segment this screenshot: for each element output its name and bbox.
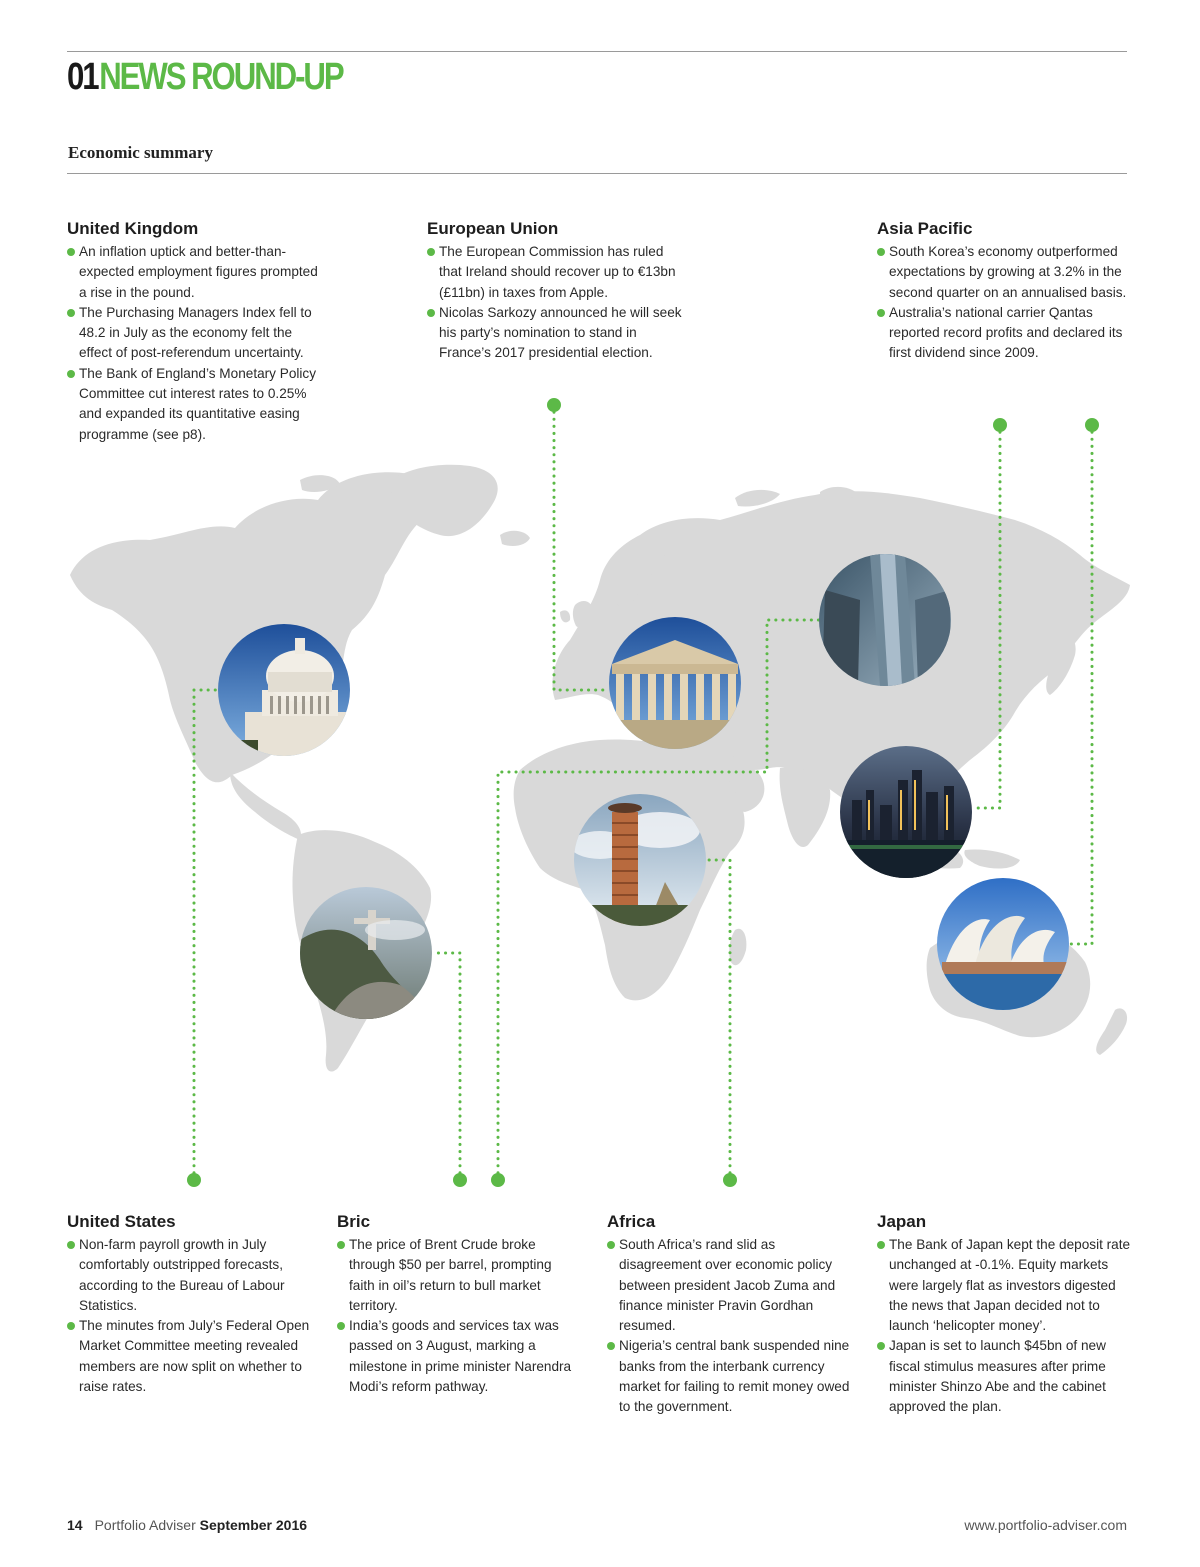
world-map-illustration: [0, 380, 1200, 1200]
bullet-item: Non-farm payroll growth in July comfortably outstripped forecasts, according to the Bureau of Labour Statistics.: [67, 1235, 312, 1316]
bullet-item: The Bank of England’s Monetary Policy Committee cut interest rates to 0.25% and expanded its quantitative easing programme (see p8).: [67, 364, 327, 445]
bullet-item: South Africa’s rand slid as disagreement over economic policy between president Jacob Zuma and finance minister Pravin Gordhan resumed.: [607, 1235, 852, 1336]
bullet-item: The Bank of Japan kept the deposit rate unchanged at -0.1%. Equity markets were largely flat as investors digested the news that Japan decided not to launch ‘helicopter money’.: [877, 1235, 1135, 1336]
region-asia-pacific: [877, 218, 1135, 364]
region-united-states: [67, 1211, 312, 1397]
footer-left: [67, 1517, 307, 1533]
bullet-item: South Korea’s economy outperformed expectations by growing at 3.2% in the second quarter on an annualised basis.: [877, 242, 1135, 303]
region-title: Asia Pacific: [877, 219, 973, 238]
sydney-opera-house-photo: [937, 878, 1069, 1010]
region-european-union: [427, 218, 689, 364]
region-title: United Kingdom: [67, 219, 199, 238]
page-number: 14: [67, 1517, 83, 1533]
bullet-list: [337, 1235, 572, 1397]
section-name: NEWS ROUND-UP: [99, 56, 343, 98]
bullet-list: [607, 1235, 852, 1418]
footer-website[interactable]: www.portfolio-adviser.com: [964, 1517, 1127, 1533]
section-number: 01: [67, 56, 98, 98]
section-heading: [67, 56, 343, 98]
parthenon-photo: [609, 617, 741, 750]
region-title: European Union: [427, 219, 559, 238]
top-rule: [67, 51, 1127, 52]
bullet-item: The price of Brent Crude broke through $50 per barrel, prompting faith in oil’s return to bull market territory.: [337, 1235, 572, 1316]
christ-the-redeemer-photo: [300, 887, 432, 1019]
region-africa: [607, 1211, 852, 1418]
region-title: Bric: [337, 1212, 371, 1231]
city-skyline-photo: [840, 746, 972, 878]
publication-name: Portfolio Adviser: [94, 1517, 196, 1533]
bullet-item: Nicolas Sarkozy announced he will seek his party’s nomination to stand in France’s 2017 presidential election.: [427, 303, 689, 364]
bullet-item: India’s goods and services tax was passed on 3 August, marking a milestone in prime minister Narendra Modi’s reform pathway.: [337, 1316, 572, 1397]
region-japan: [877, 1211, 1135, 1418]
region-title: United States: [67, 1212, 176, 1231]
bullet-item: Nigeria’s central bank suspended nine banks from the interbank currency market for failing to remit money owed to the government.: [607, 1336, 852, 1417]
bullet-item: Japan is set to launch $45bn of new fiscal stimulus measures after prime minister Shinzo Abe and the cabinet approved the plan.: [877, 1336, 1135, 1417]
page-subtitle: Economic summary: [68, 143, 213, 162]
bullet-list: [67, 1235, 312, 1397]
bullet-item: The Purchasing Managers Index fell to 48.2 in July as the economy felt the effect of post-referendum uncertainty.: [67, 303, 327, 364]
bullet-item: The European Commission has ruled that Ireland should recover up to €13bn (£11bn) in taxes from Apple.: [427, 242, 689, 303]
bullet-item: Australia’s national carrier Qantas reported record profits and declared its first dividend since 2009.: [877, 303, 1135, 364]
bullet-list: [877, 1235, 1135, 1418]
region-bric: [337, 1211, 572, 1397]
issue-date: September 2016: [199, 1517, 308, 1533]
subtitle-rule: [67, 173, 1127, 174]
bullet-item: The minutes from July’s Federal Open Market Committee meeting revealed members are now split on whether to raise rates.: [67, 1316, 312, 1397]
bullet-list: [877, 242, 1135, 364]
skyscraper-photo: [819, 554, 951, 686]
region-title: Africa: [607, 1212, 656, 1231]
region-title: Japan: [877, 1212, 927, 1231]
bullet-list: [427, 242, 689, 364]
bullet-item: An inflation uptick and better-than-expected employment figures prompted a rise in the pound.: [67, 242, 327, 303]
